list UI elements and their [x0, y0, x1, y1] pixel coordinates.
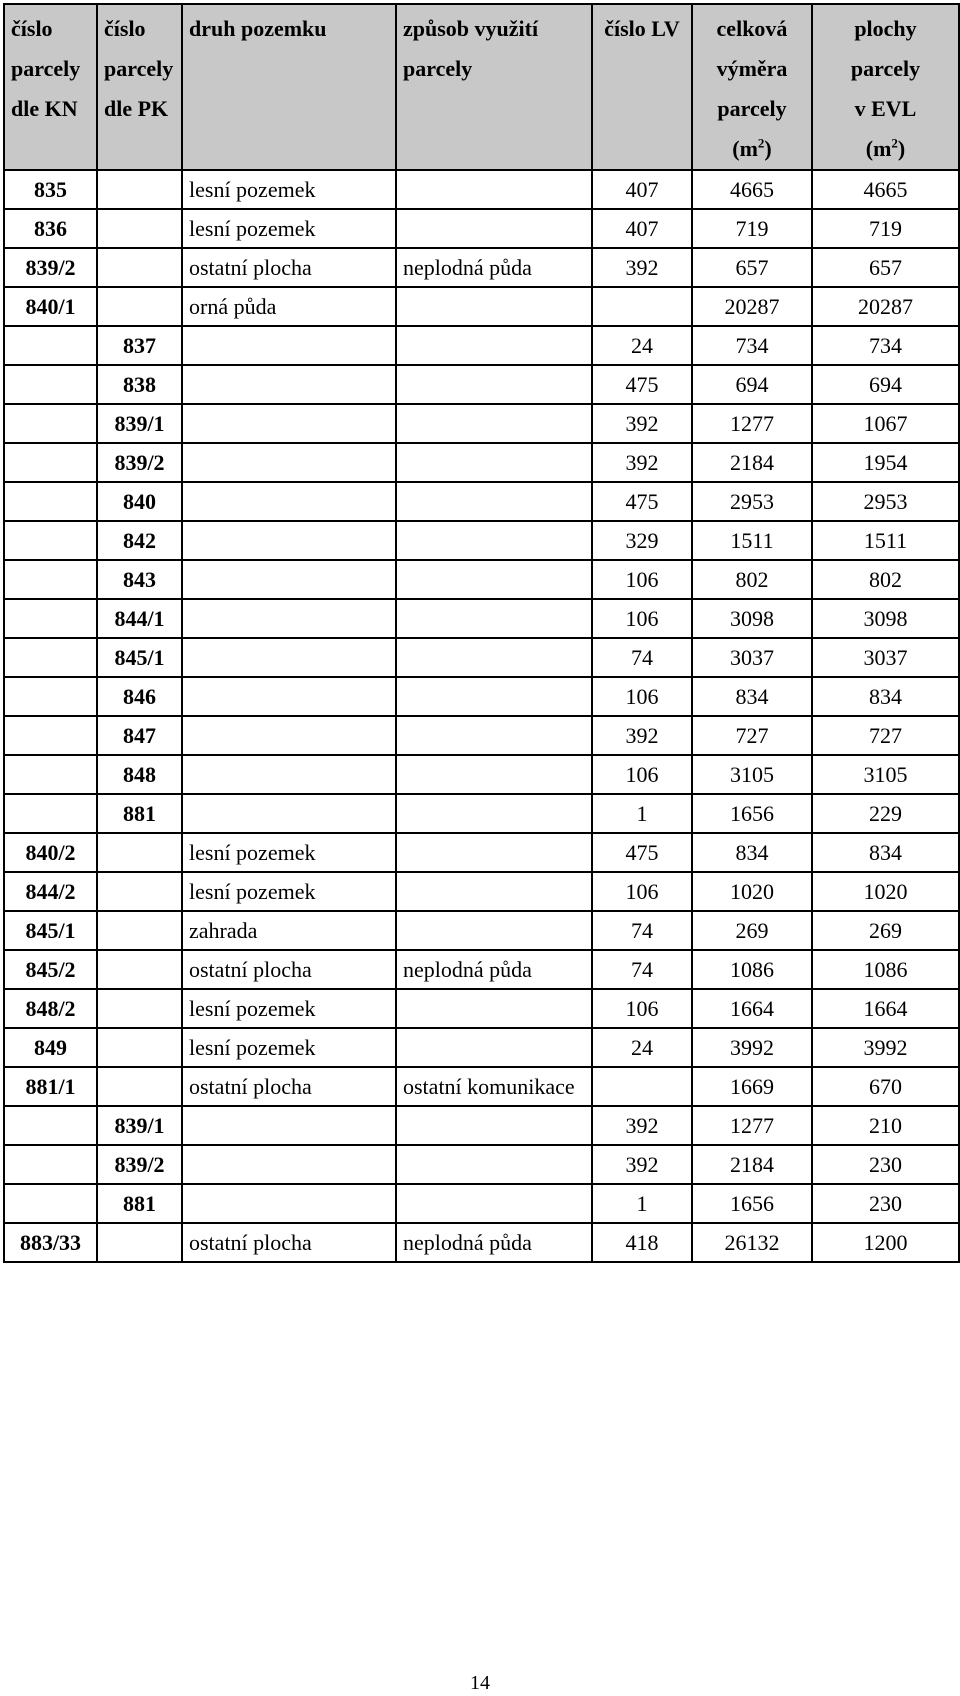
table-row [4, 872, 959, 911]
cell-lv-number: 418 [592, 1223, 692, 1262]
table-row [4, 638, 959, 677]
cell-land-type: lesní pozemek [182, 989, 396, 1028]
cell-parcel-kn [4, 1184, 97, 1223]
cell-parcel-kn: 845/1 [4, 911, 97, 950]
table-body [4, 170, 959, 1262]
cell-land-type [182, 482, 396, 521]
cell-lv-number: 1 [592, 1184, 692, 1223]
cell-parcel-kn: 849 [4, 1028, 97, 1067]
cell-parcel-pk: 839/2 [97, 443, 182, 482]
cell-evl-area: 3105 [812, 755, 959, 794]
cell-total-area: 1511 [692, 521, 812, 560]
cell-land-type [182, 560, 396, 599]
header-row [4, 4, 959, 170]
cell-lv-number: 106 [592, 989, 692, 1028]
cell-land-use [396, 209, 592, 248]
cell-land-type: lesní pozemek [182, 170, 396, 209]
cell-land-type [182, 404, 396, 443]
cell-lv-number: 392 [592, 248, 692, 287]
cell-evl-area: 229 [812, 794, 959, 833]
table-row [4, 1184, 959, 1223]
cell-lv-number: 24 [592, 1028, 692, 1067]
cell-parcel-kn [4, 365, 97, 404]
cell-lv-number: 106 [592, 755, 692, 794]
cell-lv-number: 475 [592, 365, 692, 404]
cell-parcel-pk: 839/2 [97, 1145, 182, 1184]
table-row [4, 443, 959, 482]
cell-parcel-pk [97, 287, 182, 326]
cell-parcel-pk [97, 911, 182, 950]
cell-total-area: 3037 [692, 638, 812, 677]
cell-land-use [396, 287, 592, 326]
table-row [4, 326, 959, 365]
cell-parcel-pk [97, 1028, 182, 1067]
cell-land-type: lesní pozemek [182, 1028, 396, 1067]
cell-total-area: 1656 [692, 794, 812, 833]
cell-parcel-pk [97, 170, 182, 209]
cell-land-type: zahrada [182, 911, 396, 950]
cell-total-area: 694 [692, 365, 812, 404]
cell-parcel-pk: 846 [97, 677, 182, 716]
cell-total-area: 727 [692, 716, 812, 755]
header-line: celková [716, 16, 788, 41]
cell-parcel-pk: 839/1 [97, 1106, 182, 1145]
table-header [4, 4, 959, 170]
cell-lv-number: 329 [592, 521, 692, 560]
cell-parcel-pk: 845/1 [97, 638, 182, 677]
cell-land-use [396, 599, 592, 638]
header-line: číslo [104, 16, 146, 41]
cell-parcel-pk: 842 [97, 521, 182, 560]
cell-parcel-kn: 881/1 [4, 1067, 97, 1106]
cell-total-area: 802 [692, 560, 812, 599]
cell-total-area: 26132 [692, 1223, 812, 1262]
table-row [4, 560, 959, 599]
cell-land-type [182, 365, 396, 404]
header-line: parcely [11, 56, 81, 81]
cell-parcel-pk [97, 1223, 182, 1262]
cell-parcel-kn [4, 638, 97, 677]
cell-land-type: lesní pozemek [182, 209, 396, 248]
cell-parcel-kn: 848/2 [4, 989, 97, 1028]
cell-evl-area: 1511 [812, 521, 959, 560]
header-line: dle PK [104, 96, 169, 121]
cell-evl-area: 269 [812, 911, 959, 950]
cell-evl-area: 694 [812, 365, 959, 404]
header-line: parcely [850, 56, 921, 81]
cell-lv-number: 24 [592, 326, 692, 365]
cell-total-area: 1277 [692, 1106, 812, 1145]
cell-lv-number: 392 [592, 1145, 692, 1184]
table-row [4, 989, 959, 1028]
table-row [4, 794, 959, 833]
cell-parcel-pk: 843 [97, 560, 182, 599]
header-total-area [692, 4, 812, 170]
table-row [4, 833, 959, 872]
table-row [4, 1028, 959, 1067]
cell-land-use [396, 716, 592, 755]
header-line: dle KN [11, 96, 78, 121]
parcel-table [3, 3, 960, 1263]
cell-lv-number: 106 [592, 677, 692, 716]
cell-lv-number: 106 [592, 599, 692, 638]
cell-parcel-kn: 836 [4, 209, 97, 248]
table-row [4, 287, 959, 326]
cell-land-use [396, 404, 592, 443]
cell-evl-area: 3098 [812, 599, 959, 638]
cell-land-type [182, 716, 396, 755]
cell-parcel-pk: 839/1 [97, 404, 182, 443]
cell-parcel-pk: 838 [97, 365, 182, 404]
cell-parcel-kn: 839/2 [4, 248, 97, 287]
cell-parcel-pk: 840 [97, 482, 182, 521]
cell-land-type [182, 1184, 396, 1223]
cell-parcel-kn [4, 326, 97, 365]
cell-parcel-pk: 847 [97, 716, 182, 755]
header-line: způsob využití [403, 16, 539, 41]
cell-total-area: 719 [692, 209, 812, 248]
header-line: číslo [11, 16, 53, 41]
cell-evl-area: 230 [812, 1184, 959, 1223]
cell-evl-area: 4665 [812, 170, 959, 209]
cell-land-type: lesní pozemek [182, 872, 396, 911]
cell-parcel-pk: 837 [97, 326, 182, 365]
cell-land-use [396, 755, 592, 794]
cell-land-use [396, 794, 592, 833]
header-line: druh pozemku [189, 16, 327, 41]
cell-evl-area: 657 [812, 248, 959, 287]
cell-land-use [396, 521, 592, 560]
cell-lv-number: 74 [592, 638, 692, 677]
cell-lv-number [592, 287, 692, 326]
cell-land-type [182, 1145, 396, 1184]
cell-land-use [396, 833, 592, 872]
cell-lv-number: 407 [592, 170, 692, 209]
cell-evl-area: 719 [812, 209, 959, 248]
cell-parcel-kn: 840/1 [4, 287, 97, 326]
cell-land-type [182, 755, 396, 794]
cell-parcel-kn: 844/2 [4, 872, 97, 911]
cell-evl-area: 210 [812, 1106, 959, 1145]
cell-parcel-kn [4, 794, 97, 833]
cell-total-area: 1669 [692, 1067, 812, 1106]
cell-parcel-kn [4, 716, 97, 755]
header-line: parcely [717, 96, 787, 121]
cell-evl-area: 1086 [812, 950, 959, 989]
table-row [4, 209, 959, 248]
cell-land-use [396, 1145, 592, 1184]
cell-land-type: ostatní plocha [182, 1223, 396, 1262]
cell-evl-area: 1067 [812, 404, 959, 443]
cell-parcel-pk: 881 [97, 1184, 182, 1223]
page-number: 14 [470, 1672, 490, 1694]
cell-evl-area: 1664 [812, 989, 959, 1028]
table-row [4, 716, 959, 755]
cell-total-area: 3098 [692, 599, 812, 638]
cell-land-use [396, 1028, 592, 1067]
cell-parcel-kn [4, 482, 97, 521]
cell-lv-number: 407 [592, 209, 692, 248]
table-row [4, 248, 959, 287]
cell-lv-number: 392 [592, 404, 692, 443]
header-line: v EVL [854, 96, 917, 121]
cell-parcel-kn [4, 443, 97, 482]
cell-parcel-pk [97, 833, 182, 872]
cell-land-type: lesní pozemek [182, 833, 396, 872]
table-row [4, 521, 959, 560]
header-lv-number [592, 4, 692, 170]
header-line: výměra [716, 56, 788, 81]
cell-parcel-kn [4, 599, 97, 638]
cell-lv-number: 392 [592, 1106, 692, 1145]
cell-land-use [396, 872, 592, 911]
table-row [4, 950, 959, 989]
header-line: parcely [104, 56, 174, 81]
cell-land-use: neplodná půda [396, 248, 592, 287]
cell-land-use [396, 443, 592, 482]
cell-evl-area: 1200 [812, 1223, 959, 1262]
cell-parcel-pk [97, 209, 182, 248]
cell-parcel-pk [97, 989, 182, 1028]
cell-land-use [396, 560, 592, 599]
cell-evl-area: 727 [812, 716, 959, 755]
cell-parcel-kn [4, 560, 97, 599]
cell-land-type [182, 599, 396, 638]
table-row [4, 677, 959, 716]
cell-evl-area: 3037 [812, 638, 959, 677]
cell-total-area: 2953 [692, 482, 812, 521]
cell-total-area: 834 [692, 833, 812, 872]
table-row [4, 599, 959, 638]
cell-parcel-kn: 840/2 [4, 833, 97, 872]
cell-total-area: 1277 [692, 404, 812, 443]
header-parcel-pk [97, 4, 182, 170]
header-line: parcely [403, 56, 473, 81]
cell-land-type [182, 638, 396, 677]
cell-parcel-kn [4, 1145, 97, 1184]
cell-evl-area: 734 [812, 326, 959, 365]
cell-land-use [396, 1106, 592, 1145]
cell-land-use [396, 1184, 592, 1223]
cell-total-area: 834 [692, 677, 812, 716]
cell-lv-number: 475 [592, 833, 692, 872]
cell-parcel-kn [4, 404, 97, 443]
cell-land-type [182, 443, 396, 482]
cell-total-area: 3105 [692, 755, 812, 794]
cell-parcel-pk: 844/1 [97, 599, 182, 638]
cell-evl-area: 20287 [812, 287, 959, 326]
cell-evl-area: 834 [812, 677, 959, 716]
cell-land-type [182, 326, 396, 365]
cell-parcel-kn: 845/2 [4, 950, 97, 989]
cell-land-use: neplodná půda [396, 950, 592, 989]
cell-lv-number [592, 1067, 692, 1106]
cell-parcel-pk [97, 950, 182, 989]
cell-total-area: 269 [692, 911, 812, 950]
cell-parcel-pk [97, 872, 182, 911]
cell-total-area: 20287 [692, 287, 812, 326]
cell-evl-area: 834 [812, 833, 959, 872]
cell-lv-number: 392 [592, 443, 692, 482]
cell-parcel-pk [97, 1067, 182, 1106]
header-land-use [396, 4, 592, 170]
cell-evl-area: 1020 [812, 872, 959, 911]
table-row [4, 482, 959, 521]
table-row [4, 365, 959, 404]
cell-total-area: 1656 [692, 1184, 812, 1223]
cell-land-type [182, 794, 396, 833]
cell-lv-number: 106 [592, 560, 692, 599]
cell-parcel-kn [4, 677, 97, 716]
header-evl-area [812, 4, 959, 170]
cell-evl-area: 670 [812, 1067, 959, 1106]
header-line: plochy [854, 16, 917, 41]
header-parcel-kn [4, 4, 97, 170]
cell-parcel-kn [4, 521, 97, 560]
cell-lv-number: 74 [592, 950, 692, 989]
cell-land-type: ostatní plocha [182, 950, 396, 989]
table-row [4, 404, 959, 443]
header-unit: $(m^2)$ [732, 135, 772, 161]
table-row [4, 755, 959, 794]
table-row [4, 1145, 959, 1184]
cell-land-use: neplodná půda [396, 1223, 592, 1262]
cell-parcel-kn [4, 1106, 97, 1145]
cell-land-use [396, 482, 592, 521]
cell-total-area: 657 [692, 248, 812, 287]
table-row [4, 911, 959, 950]
cell-evl-area: 3992 [812, 1028, 959, 1067]
cell-total-area: 734 [692, 326, 812, 365]
cell-parcel-pk: 881 [97, 794, 182, 833]
cell-lv-number: 475 [592, 482, 692, 521]
cell-total-area: 3992 [692, 1028, 812, 1067]
cell-evl-area: 2953 [812, 482, 959, 521]
cell-land-use [396, 365, 592, 404]
cell-evl-area: 1954 [812, 443, 959, 482]
cell-lv-number: 106 [592, 872, 692, 911]
cell-total-area: 2184 [692, 1145, 812, 1184]
table-row [4, 1106, 959, 1145]
table-row [4, 1067, 959, 1106]
cell-total-area: 4665 [692, 170, 812, 209]
cell-land-type [182, 677, 396, 716]
cell-land-use [396, 170, 592, 209]
cell-parcel-pk: 848 [97, 755, 182, 794]
cell-evl-area: 802 [812, 560, 959, 599]
cell-lv-number: 392 [592, 716, 692, 755]
cell-total-area: 1020 [692, 872, 812, 911]
cell-land-use [396, 677, 592, 716]
cell-parcel-kn: 835 [4, 170, 97, 209]
cell-land-use [396, 326, 592, 365]
cell-land-type: ostatní plocha [182, 248, 396, 287]
header-line: číslo LV [604, 16, 680, 41]
cell-parcel-pk [97, 248, 182, 287]
cell-lv-number: 1 [592, 794, 692, 833]
cell-land-type: ostatní plocha [182, 1067, 396, 1106]
cell-land-use [396, 638, 592, 677]
cell-land-use [396, 911, 592, 950]
cell-land-use: ostatní komunikace [396, 1067, 592, 1106]
table-row [4, 170, 959, 209]
cell-lv-number: 74 [592, 911, 692, 950]
cell-total-area: 2184 [692, 443, 812, 482]
cell-parcel-kn [4, 755, 97, 794]
cell-land-use [396, 989, 592, 1028]
cell-total-area: 1664 [692, 989, 812, 1028]
table-row [4, 1223, 959, 1262]
cell-land-type [182, 521, 396, 560]
header-land-type [182, 4, 396, 170]
cell-land-type [182, 1106, 396, 1145]
cell-parcel-kn: 883/33 [4, 1223, 97, 1262]
header-unit: $(m^2)$ [865, 135, 906, 161]
cell-evl-area: 230 [812, 1145, 959, 1184]
cell-total-area: 1086 [692, 950, 812, 989]
cell-land-type: orná půda [182, 287, 396, 326]
